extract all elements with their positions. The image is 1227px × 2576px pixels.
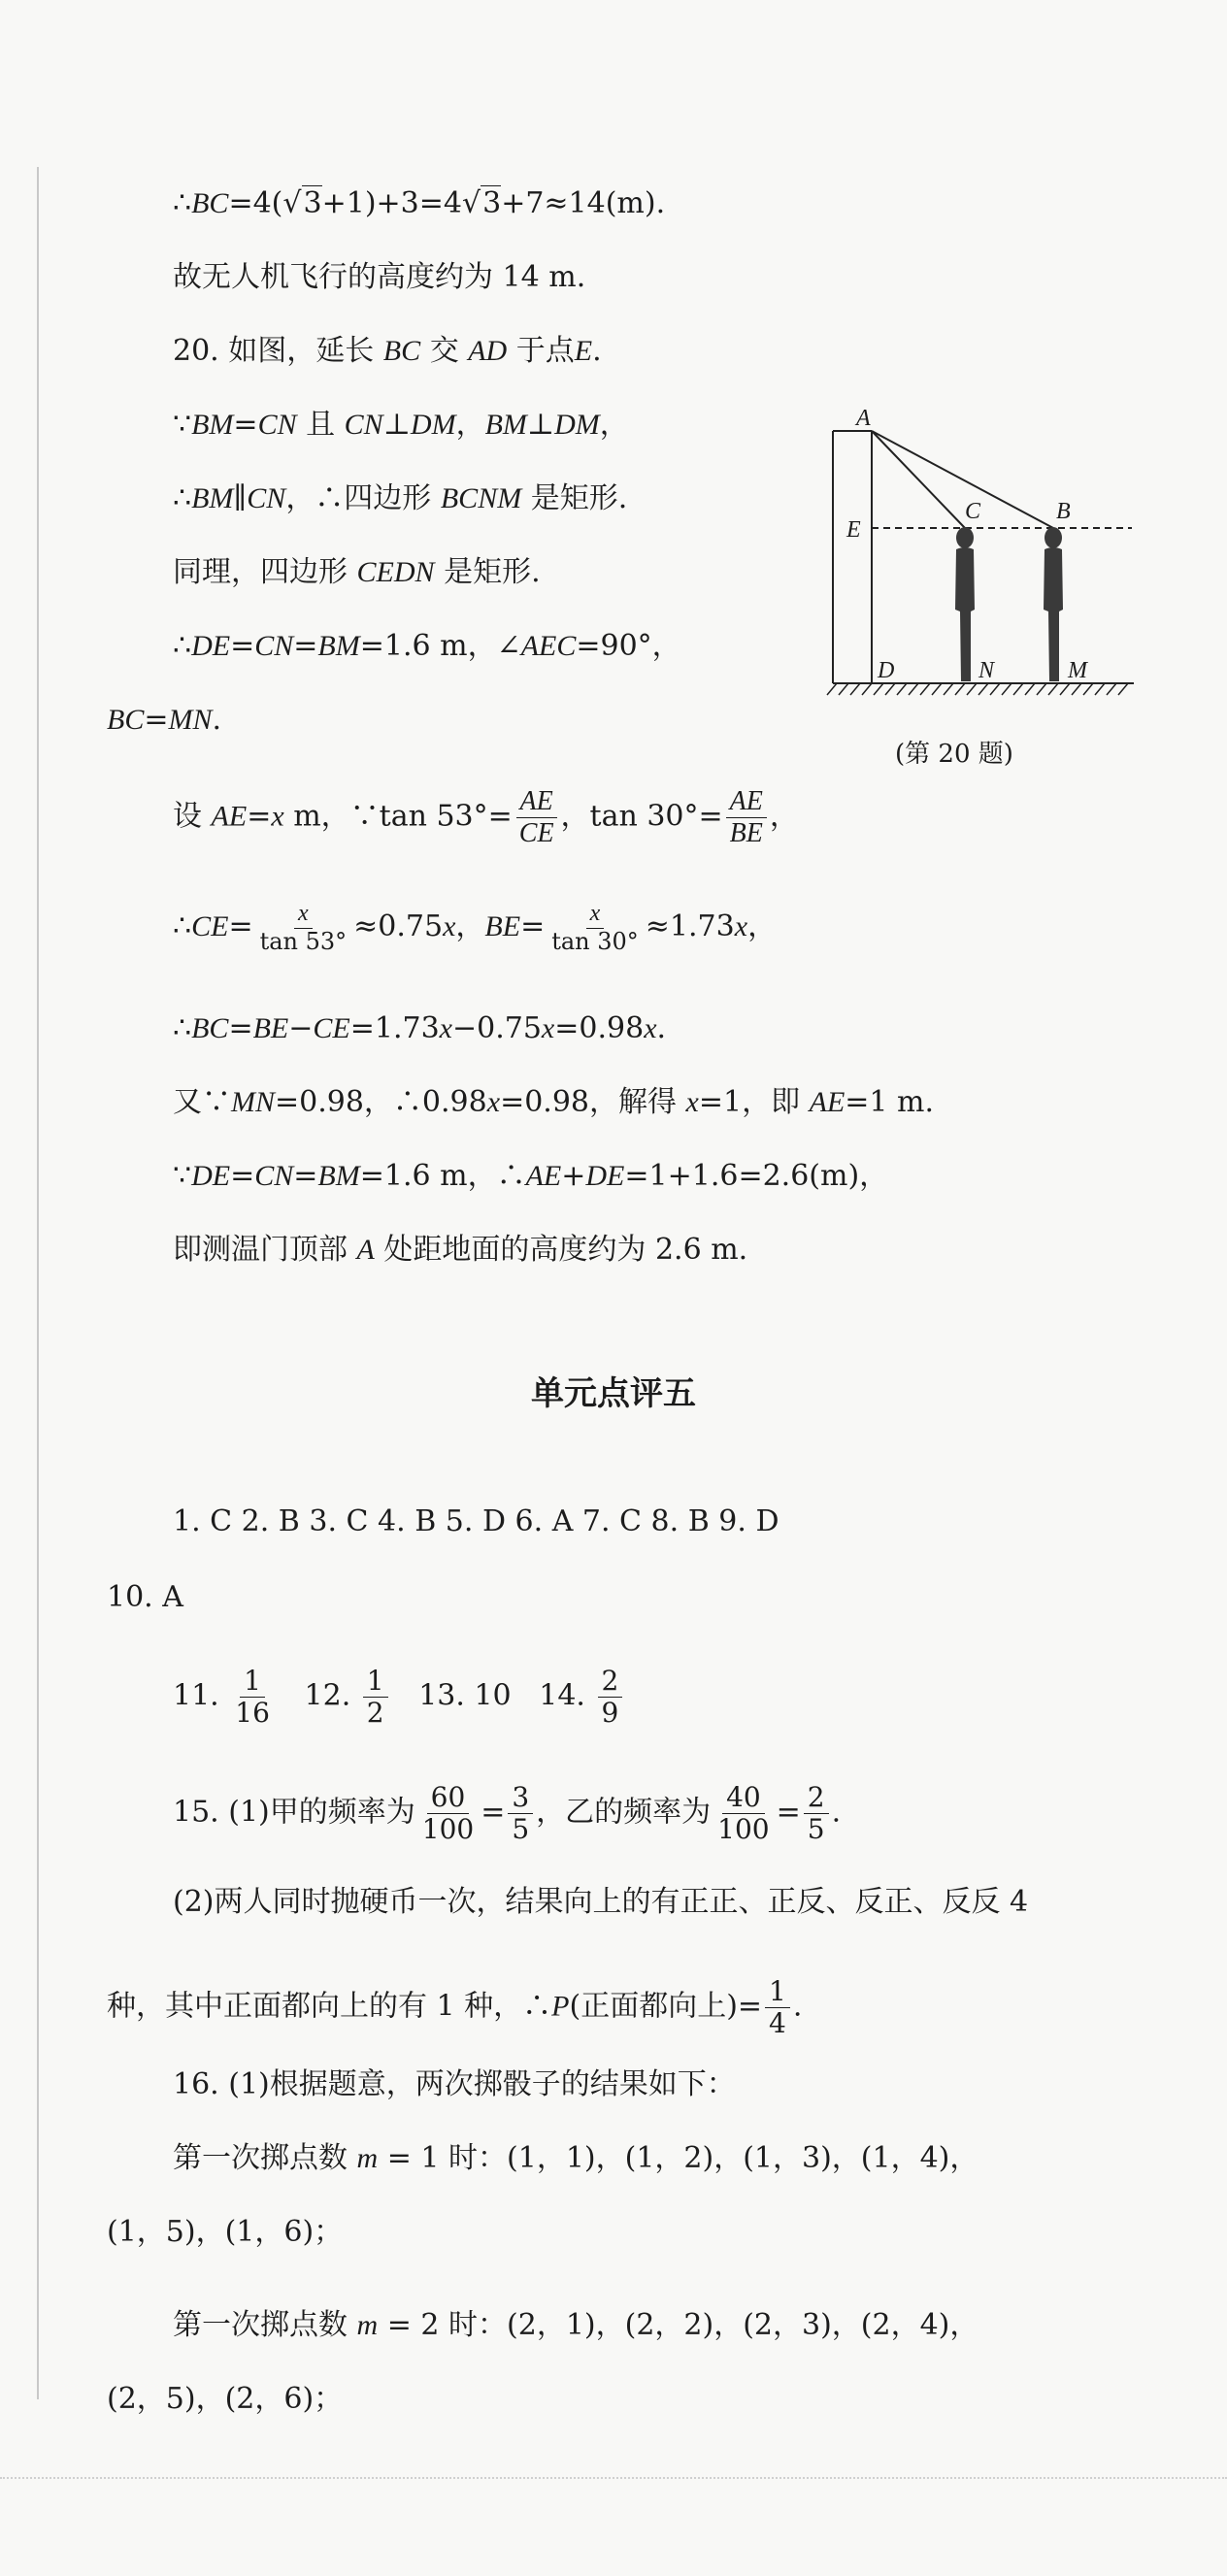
question-number: 12. (304, 1678, 351, 1713)
numerator: 40 (722, 1782, 765, 1814)
text-segment: x (443, 910, 456, 943)
text-segment: . (656, 1011, 667, 1045)
text-segment: x (685, 1086, 699, 1118)
text-segment: 第一次掷点数 (173, 2141, 357, 2175)
fraction-x-tan53 (256, 901, 351, 955)
q16-m2-cont: (2，5)，(2，6)； (107, 2382, 344, 2416)
text-segment: 第一次掷点数 (173, 2308, 357, 2342)
solution-line-5 (173, 479, 627, 518)
text-segment: m (356, 2309, 379, 2341)
solution-line-14 (173, 1231, 747, 1270)
denominator: 2 (366, 1697, 384, 1730)
text-segment: ，乙的频率为 (536, 1795, 712, 1830)
solution-line-7 (173, 627, 681, 666)
question-number: 11. (173, 1678, 219, 1713)
answer-11-fraction (231, 1666, 274, 1729)
text-segment: = (293, 1159, 318, 1193)
text-segment: =0.98，解得 (500, 1085, 686, 1119)
answer-13: 13. 10 (418, 1678, 512, 1713)
text-segment: =0.98 (554, 1011, 645, 1045)
text-segment: 且 (296, 408, 345, 442)
text-segment: ， (747, 909, 778, 944)
text-segment: =90°， (576, 629, 681, 663)
text-segment: . (831, 1795, 842, 1830)
text-segment: BC (107, 704, 145, 736)
person-b-icon (1044, 527, 1063, 681)
numerator: AE (516, 786, 557, 818)
denominator: 5 (807, 1813, 825, 1846)
q15-part1 (173, 1782, 841, 1845)
text-segment: (正面都向上)= (569, 1989, 763, 2024)
text-segment: BC (191, 187, 229, 219)
fraction-40-100 (713, 1782, 773, 1845)
text-segment: m (356, 2142, 379, 2174)
text-segment: BM (191, 409, 234, 441)
q16-m1-cont: (1，5)，(1，6)； (107, 2215, 344, 2249)
text-segment: x (644, 1012, 657, 1044)
text-segment: 是矩形. (434, 555, 541, 589)
text-segment: AE (525, 1160, 562, 1192)
text-segment: BC (191, 1012, 229, 1044)
text-segment: DE (191, 1160, 231, 1192)
text-segment: ≈0.75 (353, 909, 444, 944)
solution-line-8 (107, 701, 221, 740)
text-segment: ，∴四边形 (285, 481, 441, 515)
denominator: tan 53° (259, 927, 348, 955)
text-segment: = 2 时：(2，1)，(2，2)，(2，3)，(2，4)， (378, 2308, 979, 2342)
solution-line-9 (173, 786, 799, 849)
text-segment: DM (554, 409, 600, 441)
text-segment: BM (317, 1160, 360, 1192)
bottom-dotted-rule (0, 2477, 1227, 2479)
text-segment: BCNM (440, 482, 522, 514)
text-segment: −0.75 (451, 1011, 542, 1045)
answer-14-fraction (598, 1666, 623, 1729)
text-segment: MN (231, 1086, 275, 1118)
fraction-x-tan30 (547, 901, 643, 955)
text-segment: . (792, 1989, 803, 2024)
text-segment: AE (211, 800, 248, 833)
text-segment: ⊥ (382, 408, 411, 442)
text-segment: =1，即 (698, 1085, 810, 1119)
label-m: M (1068, 658, 1087, 683)
q15-part2-line1: (2)两人同时抛硬币一次，结果向上的有正正、正反、反正、反反 4 (173, 1885, 1029, 1919)
text-segment: CN (247, 482, 286, 514)
text-segment: = (247, 799, 272, 834)
text-segment: = (144, 703, 169, 737)
text-segment: BM (484, 409, 527, 441)
denominator: 100 (717, 1813, 770, 1846)
text-segment: x (271, 800, 284, 833)
fraction-3-5 (508, 1782, 533, 1845)
text-segment: ⊥ (526, 408, 555, 442)
q16-intro: 16. (1)根据题意，两次掷骰子的结果如下： (173, 2067, 736, 2101)
text-segment: =0.98，∴0.98 (275, 1085, 487, 1119)
text-segment: CN (344, 409, 383, 441)
text-segment: BC (382, 335, 421, 367)
sqrt-radicand: 3 (303, 186, 322, 220)
text-segment: AEC (520, 630, 577, 662)
because-symbol: ∵ (173, 408, 192, 442)
fraction-ae-be (726, 786, 767, 849)
text-segment: x (541, 1012, 555, 1044)
text-segment: 即测温门顶部 (173, 1233, 357, 1267)
text-segment: ，tan 30°= (560, 799, 723, 834)
numerator: 3 (508, 1782, 533, 1814)
label-d: D (878, 658, 895, 683)
text-segment: x (439, 1012, 452, 1044)
text-segment: 交 (429, 334, 459, 368)
text-segment: = (520, 909, 546, 944)
text-segment: BM (191, 482, 234, 514)
text-segment: = (230, 629, 255, 663)
label-n: N (978, 658, 995, 683)
text-segment: 又∵ (173, 1085, 231, 1119)
solution-line-1: ∴BC=4(√3+1)+3=4√3+7≈14(m). (173, 186, 666, 220)
text-segment: CE (313, 1012, 350, 1044)
answers-row-2: 10. A (107, 1580, 183, 1614)
text-segment: x (734, 910, 748, 943)
numerator: 2 (804, 1782, 829, 1814)
numerator: 1 (765, 1976, 790, 2008)
text-segment: 是矩形. (521, 481, 628, 515)
text-segment: CEDN (356, 556, 435, 588)
text-segment: 同理，四边形 (173, 555, 357, 589)
text-segment: + (561, 1159, 586, 1193)
denominator: 100 (421, 1813, 475, 1846)
numerator: 60 (427, 1782, 470, 1814)
text-segment: ∵ (173, 1159, 192, 1193)
text-segment: − (288, 1011, 314, 1045)
left-margin-rule (37, 167, 39, 2399)
text-segment: =1.6 m，∠ (359, 629, 521, 663)
text-segment: . (592, 334, 602, 368)
text-segment: ， (455, 909, 485, 944)
numerator: 1 (363, 1666, 388, 1698)
text-segment: =1.73 (349, 1011, 440, 1045)
text-segment: E (574, 335, 593, 367)
denominator: CE (518, 818, 554, 849)
text-segment: DE (191, 630, 231, 662)
fraction-60-100 (418, 1782, 478, 1845)
q16-m1-line (173, 2139, 978, 2178)
denominator: 16 (235, 1697, 270, 1730)
label-c: C (965, 499, 981, 524)
solution-line-10 (173, 901, 777, 955)
text-segment: BE (252, 1012, 289, 1044)
text-segment: CE (191, 910, 229, 943)
numerator: 1 (240, 1666, 265, 1698)
text-segment: = (776, 1795, 801, 1830)
denominator: BE (729, 818, 763, 849)
text-segment: MN (168, 704, 213, 736)
text-segment: = (481, 1795, 506, 1830)
fraction-2-5 (804, 1782, 829, 1845)
text-segment: AE (809, 1086, 846, 1118)
answers-row-3 (173, 1666, 625, 1729)
denominator: 4 (769, 2007, 786, 2040)
text-segment: ， (455, 408, 485, 442)
text-segment: ∴ (173, 1011, 192, 1045)
answer-12-fraction (363, 1666, 388, 1729)
text-segment: 设 (173, 799, 212, 834)
text-segment: ∴ (173, 481, 192, 515)
text-segment: . (212, 703, 222, 737)
text-segment: ， (769, 799, 799, 834)
text-segment: =1 m. (845, 1085, 935, 1119)
problem-20-heading (173, 332, 602, 371)
denominator: 5 (512, 1813, 530, 1846)
text-segment: ∴ (173, 629, 192, 663)
text-segment: 15. (1)甲的频率为 (173, 1795, 415, 1830)
text-segment: ≈1.73 (645, 909, 735, 944)
solution-line-12 (173, 1083, 934, 1122)
text-segment: = 1 时：(1，1)，(1，2)，(1，3)，(1，4)， (378, 2141, 979, 2175)
text-segment: 处距地面的高度约为 2.6 m. (374, 1233, 748, 1267)
text-segment: ∴ (173, 909, 192, 944)
text-segment: 种，其中正面都向上的有 1 种，∴ (107, 1989, 552, 2024)
text-segment: 20. 如图，延长 (173, 334, 375, 368)
question-number: 14. (539, 1678, 585, 1713)
numerator: x (294, 901, 313, 929)
solution-line-13 (173, 1157, 888, 1196)
person-c-icon (955, 527, 975, 681)
solution-line-2: 故无人机飞行的高度约为 14 m. (173, 260, 586, 294)
label-e: E (846, 517, 861, 543)
text-segment: = (228, 909, 253, 944)
text-segment: m，∵tan 53°= (283, 799, 513, 834)
text-segment: P (551, 1990, 570, 2023)
denominator: 9 (601, 1697, 619, 1730)
text-segment: =1+1.6=2.6(m)， (624, 1159, 889, 1193)
text-segment: A (356, 1234, 375, 1266)
text-segment: = (293, 629, 318, 663)
text-segment: CN (257, 409, 297, 441)
text-segment: =4( (228, 186, 283, 220)
label-a: A (856, 406, 871, 431)
text-segment: CN (254, 630, 294, 662)
text-segment: +7≈14(m). (501, 186, 666, 220)
text-segment: 于点 (515, 334, 575, 368)
denominator: tan 30° (551, 927, 639, 955)
numerator: AE (726, 786, 767, 818)
fraction-ae-ce (515, 786, 558, 849)
text-segment: +1)+3=4 (321, 186, 462, 220)
text-segment: CN (254, 1160, 294, 1192)
text-segment: x (486, 1086, 501, 1118)
q16-m2-line (173, 2306, 978, 2345)
text-segment: AD (468, 335, 508, 367)
solution-line-4 (173, 406, 629, 445)
section-title: 单元点评五 (531, 1374, 696, 1413)
text-segment: ， (599, 408, 629, 442)
sqrt-radicand: 3 (482, 186, 502, 220)
problem-20-figure (823, 406, 1144, 775)
solution-line-6 (173, 553, 541, 592)
label-b: B (1056, 499, 1071, 524)
text-segment: = (233, 408, 258, 442)
text-segment: DE (585, 1160, 625, 1192)
text-segment: = (228, 1011, 253, 1045)
figure-caption: (第 20 题) (895, 740, 1013, 769)
text-segment: DM (410, 409, 456, 441)
numerator: 2 (598, 1666, 623, 1698)
text-segment: = (230, 1159, 255, 1193)
q15-part2-line2 (107, 1976, 802, 2039)
text-segment: BE (484, 910, 521, 943)
text-segment: ∥ (233, 481, 248, 515)
numerator: x (586, 901, 605, 929)
answers-row-1: 1. C 2. B 3. C 4. B 5. D 6. A 7. C 8. B 9. D (173, 1504, 779, 1538)
text-segment: =1.6 m，∴ (359, 1159, 526, 1193)
fraction-1-4 (765, 1976, 790, 2039)
therefore-symbol: ∴ (173, 186, 192, 220)
solution-line-11 (173, 1009, 666, 1048)
text-segment: BM (317, 630, 360, 662)
